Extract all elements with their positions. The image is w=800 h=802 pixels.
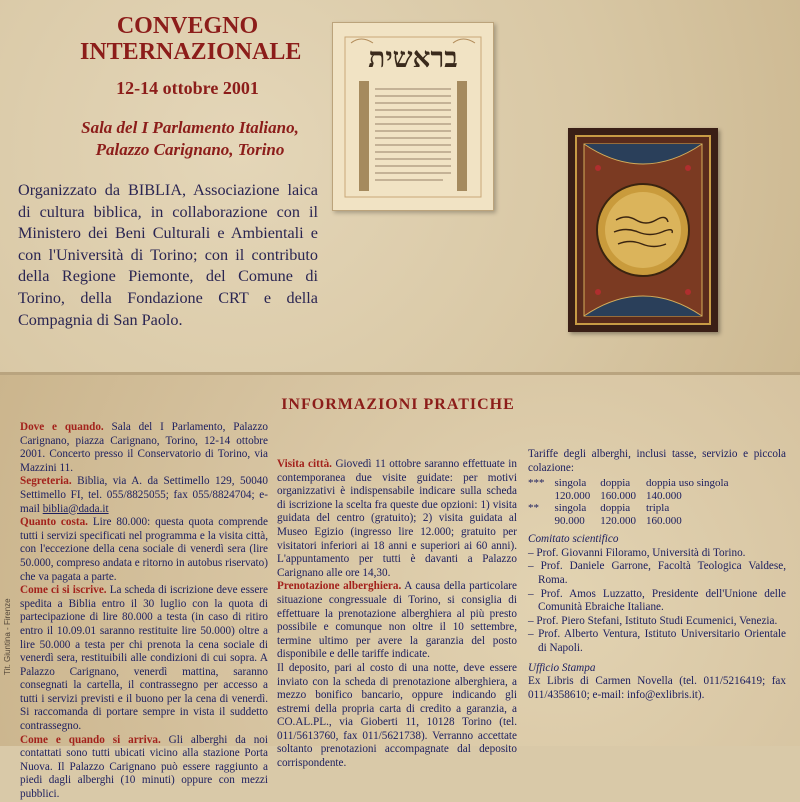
rates-cell: singola — [554, 477, 587, 490]
prenotazione-paragraph — [277, 580, 517, 662]
illuminated-manuscript-image — [568, 128, 718, 332]
comitato-member: – Prof. Giovanni Filoramo, Università di Torino. — [528, 546, 746, 559]
hebrew-manuscript-image — [332, 22, 494, 211]
dove-heading: Dove e quando. — [20, 421, 104, 433]
segreteria-text: Biblia, via A. da Settimello 129, 50040 Settimello FI, tel. 055/8825055; fax 055/8824704; e-mail — [20, 475, 268, 515]
venue-line1: Sala del I Parlamento Italiano, — [81, 118, 299, 137]
prenotazione-heading: Prenotazione alberghiera. — [277, 580, 402, 593]
segreteria-heading: Segreteria. — [20, 475, 72, 488]
rates-cell: 120.000 — [600, 514, 636, 527]
rates-cell: doppia uso singola — [646, 477, 729, 490]
manuscript-illustration — [333, 23, 493, 210]
info-column-2 — [277, 458, 517, 771]
illuminated-illustration — [568, 128, 718, 332]
rates-cell: 120.000 — [554, 489, 591, 502]
rates-cell: 160.000 — [646, 514, 682, 527]
rates-cell: doppia — [600, 502, 631, 515]
rates-row-3star-labels — [528, 477, 739, 490]
rates-stars: ** — [528, 502, 539, 515]
rates-row-2star-values — [528, 515, 739, 528]
iscrive-text: La scheda di iscrizione deve essere spedita a Biblia entro il 30 luglio con la quota di partecipazione di lire 80.000 a testa (in caso di ritiro entro il 10.09.01 saranno restituite lire 50.000) oltre a lire 50.000 a testa per chi prenota la cena sociale di venerdì sera, restituibili alle condizioni di cui sopra. A Palazzo Carignano, venerdì mattina, saranno consegnati la cartella, il contrassegno per accesso a tutti i servizi previsti e il buono per la cena di venerdì. Si raccomanda di portare sempre in vista il suddetto contrassegno. — [20, 584, 268, 733]
rates-cell: 140.000 — [646, 489, 682, 502]
deposito-paragraph: Il deposito, pari al costo di una notte, deve essere inviato con la scheda di prenotazione alberghiera, a mezzo bonifico bancario, oppure indicando gli estremi della propria carta di credito a garanzia, a CO.AL.PL., via Gioberti 11, 10128 Torino (tel. 011/5613760, fax 011/5621738). Verranno accettate soltanto prenotazioni accompagnate dal deposito corrispondente. — [277, 661, 517, 770]
manuscript-hebrew-word: בראשית — [368, 41, 458, 74]
rates-cell: singola — [554, 502, 587, 515]
venue-line2: Palazzo Carignano, Torino — [95, 140, 285, 159]
printer-credit: Tit. Giuntina - Firenze — [3, 598, 12, 675]
rates-cell: tripla — [646, 502, 670, 515]
iscrive-heading: Come ci si iscrive. — [20, 584, 107, 597]
segreteria-paragraph — [20, 475, 268, 516]
rates-stars: *** — [528, 477, 545, 490]
visita-text: Giovedì 11 ottobre saranno effettuate in contemporanea due visite guidate: per motivi organizzativi è indispensabile indicare sulla scheda di iscrizione la scelta fra queste due opzioni: 1) visita guidata del centro (gratuito); 2) visita guidata al Museo Egizio (ingresso lire 12.000; gratuito per visitatori inferiori ai 18 anni e superiori ai 60 anni). L'appuntamento per tutti è davanti a Palazzo Carignano alle ore 14,30. — [277, 458, 517, 579]
visita-heading: Visita città. — [277, 458, 332, 470]
segreteria-email-link[interactable]: biblia@dada.it — [42, 502, 109, 515]
rates-row-3star-values — [528, 490, 739, 503]
iscrive-paragraph — [20, 584, 268, 734]
prenotazione-text: A causa della particolare situazione congressuale di Torino, si consiglia di effettuare la prenotazione alberghiera al più presto possibile e comunque non oltre il 10 settembre, termine ultimo per avere la garanzia del posto disponibile e delle tariffe indicate. — [277, 580, 517, 661]
dove-text: Sala del I Parlamento, Palazzo Carignano, piazza Carignano, Torino, 12-14 ottobre 2001. Concerto presso il Conservatorio di Torino, via Mazzini 11. — [20, 421, 269, 474]
comitato-member: – Prof. Piero Stefani, Istituto Studi Ecumenici, Venezia. — [528, 614, 778, 627]
rates-row-2star-labels — [528, 502, 739, 515]
stampa-text: Ex Libris di Carmen Novella (tel. 011/5216419; fax 011/4358610; e-mail: info@exlibris.it). — [528, 675, 786, 701]
organizers-paragraph: Organizzato da BIBLIA, Associazione laica di cultura biblica, in collaborazione con il Ministero dei Beni Culturali e Ambientali e con l'Università di Torino; con il contributo della Regione Piemonte, del Comune di Torino, della Fondazione CRT e della Compagnia di San Paolo. — [18, 181, 318, 329]
arriva-paragraph — [20, 734, 268, 802]
dove-paragraph — [20, 421, 268, 475]
conference-title-line2: INTERNAZIONALE — [80, 39, 302, 65]
comitato-member: – Prof. Alberto Ventura, Istituto Universitario Orientale di Napoli. — [528, 628, 786, 654]
tariffe-paragraph: Tariffe degli alberghi, inclusi tasse, servizio e piccola colazione: — [528, 448, 786, 474]
info-column-3 — [528, 448, 786, 702]
hotel-rates-table — [528, 477, 739, 527]
info-section-title: INFORMAZIONI PRATICHE — [281, 396, 515, 413]
rates-cell: doppia — [600, 477, 631, 490]
visita-paragraph — [277, 458, 517, 580]
conference-title-line1: CONVEGNO — [116, 13, 259, 39]
comitato-member: – Prof. Amos Luzzatto, Presidente dell'Unione delle Comunità Ebraiche Italiane. — [528, 587, 786, 614]
comitato-member: – Prof. Daniele Garrone, Facoltà Teologica Valdese, Roma. — [528, 560, 786, 586]
quota-heading: Quanto costa. — [20, 516, 88, 529]
quota-paragraph — [20, 516, 268, 584]
comitato-heading: Comitato scientifico — [528, 533, 619, 546]
arriva-heading: Come e quando si arriva. — [20, 733, 161, 746]
rates-cell: 160.000 — [600, 489, 636, 502]
rates-cell: 90.000 — [554, 514, 585, 527]
quota-text: Lire 80.000: questa quota comprende tutti i servizi specificati nel programma e la visita città, con l'eccezione della cena sociale di venerdì sera (lire 50.000, compreso andata e ritorno in autobus riservato) che va pagata a parte. — [20, 516, 268, 583]
info-column-1 — [20, 421, 268, 802]
conference-dates: 12-14 ottobre 2001 — [116, 78, 259, 98]
arriva-text: Gli alberghi da noi contattati sono tutti ubicati vicino alla stazione Porta Nuova. Il Palazzo Carignano può essere raggiunto a piedi dagli alberghi (10 minuti) oppure con mezzi pubblici. — [20, 733, 268, 801]
stampa-heading: Ufficio Stampa — [528, 661, 596, 674]
